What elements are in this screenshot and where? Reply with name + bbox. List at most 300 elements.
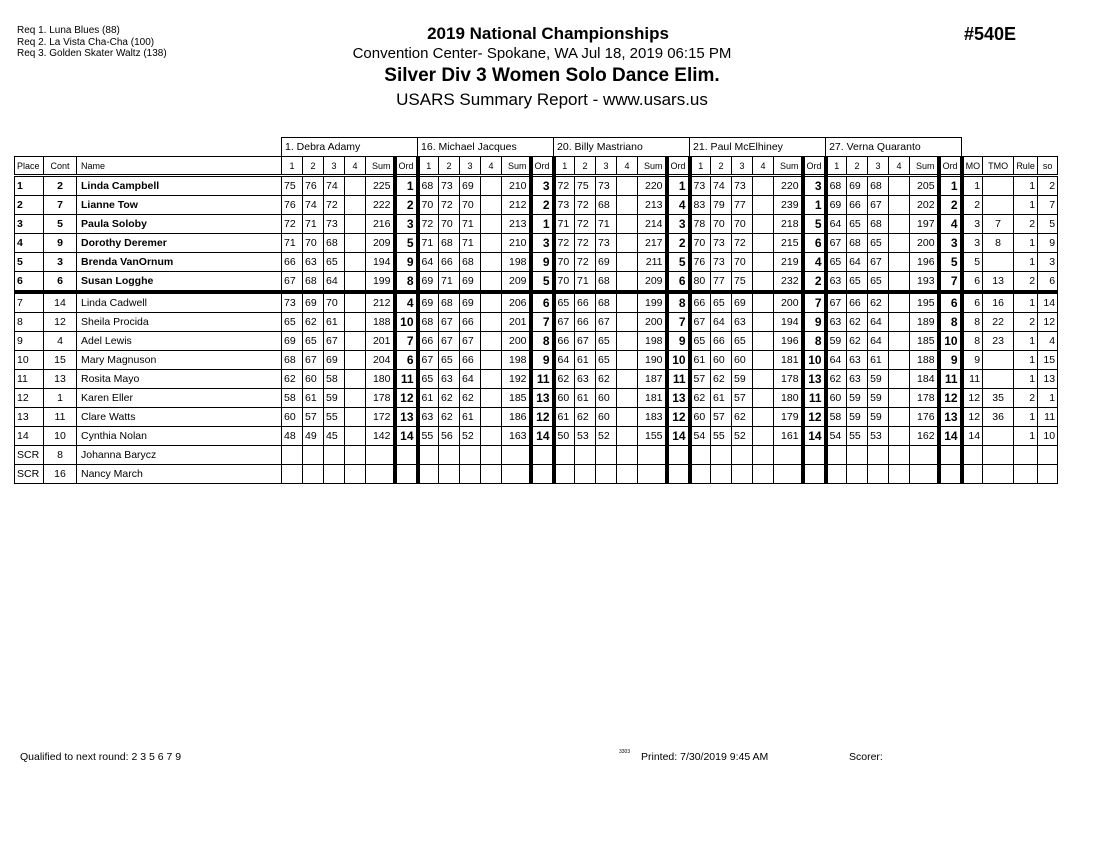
judge-ordinal-cell: 1 (667, 176, 690, 196)
judge-score-cell: 62 (711, 370, 732, 389)
judge-score-cell (889, 351, 910, 370)
judge-score-cell: 65 (596, 332, 617, 351)
judge-score-cell: 68 (324, 234, 345, 253)
judge-score-cell (753, 370, 774, 389)
judge-score-cell (596, 446, 617, 465)
judge-score-cell (732, 446, 753, 465)
column-header-mo: MO (962, 157, 983, 176)
judge-ordinal-cell: 10 (667, 351, 690, 370)
judge-ordinal-cell: 7 (939, 272, 962, 293)
place-cell: 2 (15, 196, 44, 215)
judge-score-cell (345, 389, 366, 408)
rule-cell: 1 (1014, 176, 1038, 196)
tmo-cell (983, 253, 1014, 272)
column-header-score: Sum (638, 157, 667, 176)
judge-score-cell: 64 (847, 253, 868, 272)
contestant-number-cell: 7 (44, 196, 77, 215)
judge-ordinal-cell (395, 446, 418, 465)
requirement-2: Req 2. La Vista Cha-Cha (100) (17, 36, 155, 48)
tmo-cell (983, 446, 1014, 465)
judge-score-cell: 66 (711, 332, 732, 351)
judge-sum-cell: 210 (502, 234, 531, 253)
judge-score-cell (753, 313, 774, 332)
skater-name-cell: Clare Watts (77, 408, 282, 427)
judge-score-cell: 49 (303, 427, 324, 446)
skater-name-cell: Sheila Procida (77, 313, 282, 332)
judge-score-cell: 65 (324, 253, 345, 272)
judge-sum-cell: 178 (774, 370, 803, 389)
tmo-cell: 7 (983, 215, 1014, 234)
tmo-cell (983, 370, 1014, 389)
judge-sum-cell: 181 (774, 351, 803, 370)
judge-sum-cell (774, 446, 803, 465)
judge-score-cell: 72 (575, 234, 596, 253)
judge-sum-cell: 202 (910, 196, 939, 215)
judge-ordinal-cell (803, 446, 826, 465)
judge-sum-cell: 181 (638, 389, 667, 408)
judge-sum-cell: 155 (638, 427, 667, 446)
judge-score-cell: 69 (847, 176, 868, 196)
judge-score-cell: 59 (826, 332, 847, 351)
tmo-cell: 23 (983, 332, 1014, 351)
judge-score-cell (481, 196, 502, 215)
contestant-number-cell: 16 (44, 465, 77, 484)
column-header-score: Sum (366, 157, 395, 176)
judge-score-cell: 65 (596, 351, 617, 370)
judge-score-cell: 58 (282, 389, 303, 408)
judge-score-cell (481, 427, 502, 446)
column-header-score: 3 (460, 157, 481, 176)
judge-score-cell (345, 253, 366, 272)
skater-name-cell: Adel Lewis (77, 332, 282, 351)
judge-score-cell: 71 (460, 234, 481, 253)
judge-sum-cell: 212 (366, 292, 395, 313)
judge-score-cell: 57 (732, 389, 753, 408)
column-header-place: Place (15, 157, 44, 176)
judge-score-cell: 66 (554, 332, 575, 351)
requirement-1: Req 1. Luna Blues (88) (17, 25, 120, 36)
judge-ordinal-cell: 14 (667, 427, 690, 446)
tmo-cell (983, 176, 1014, 196)
judge-score-cell: 60 (732, 351, 753, 370)
judge-score-cell (711, 446, 732, 465)
judge-score-cell: 72 (575, 215, 596, 234)
judge-score-cell: 66 (575, 292, 596, 313)
report-title: 2019 National Championships (427, 24, 669, 43)
judge-sum-cell: 183 (638, 408, 667, 427)
judge-score-cell: 71 (575, 272, 596, 293)
judge-score-cell: 66 (847, 196, 868, 215)
column-header-score: 1 (554, 157, 575, 176)
judge-sum-cell: 172 (366, 408, 395, 427)
place-cell: 12 (15, 389, 44, 408)
judge-ordinal-cell (667, 465, 690, 484)
judge-score-cell (753, 196, 774, 215)
place-cell: 6 (15, 272, 44, 293)
place-cell: SCR (15, 446, 44, 465)
judge-score-cell (617, 332, 638, 351)
column-header-score: Sum (910, 157, 939, 176)
contestant-number-cell: 1 (44, 389, 77, 408)
judge-ordinal-cell: 2 (395, 196, 418, 215)
judge-score-cell: 57 (690, 370, 711, 389)
judge-score-cell: 65 (847, 272, 868, 293)
judge-score-cell (481, 389, 502, 408)
judge-score-cell (481, 332, 502, 351)
judge-score-cell: 65 (418, 370, 439, 389)
judge-score-cell: 66 (460, 313, 481, 332)
judge-score-cell: 72 (575, 253, 596, 272)
judge-score-cell (575, 446, 596, 465)
judge-score-cell (481, 370, 502, 389)
rule-cell: 2 (1014, 215, 1038, 234)
judge-sum-cell: 185 (502, 389, 531, 408)
judge-score-cell: 55 (324, 408, 345, 427)
judge-score-cell (481, 446, 502, 465)
judge-score-cell: 52 (596, 427, 617, 446)
judge-score-cell: 77 (711, 272, 732, 293)
contestant-number-cell: 10 (44, 427, 77, 446)
judge-ordinal-cell (531, 465, 554, 484)
judge-score-cell: 62 (303, 313, 324, 332)
judge-sum-cell: 220 (638, 176, 667, 196)
judge-score-cell: 80 (690, 272, 711, 293)
judge-score-cell: 60 (826, 389, 847, 408)
column-header-tmo: TMO (983, 157, 1014, 176)
judge-ordinal-cell: 14 (803, 427, 826, 446)
judge-score-cell (617, 389, 638, 408)
judge-score-cell (282, 446, 303, 465)
judge-score-cell (617, 313, 638, 332)
contestant-number-cell: 11 (44, 408, 77, 427)
judge-score-cell: 65 (439, 351, 460, 370)
judge-ordinal-cell: 6 (939, 292, 962, 313)
judge-sum-cell: 200 (638, 313, 667, 332)
judge-ordinal-cell: 14 (939, 427, 962, 446)
judge-score-cell: 73 (596, 234, 617, 253)
column-header-score: 1 (826, 157, 847, 176)
judge-sum-cell: 186 (502, 408, 531, 427)
judge-ordinal-cell (531, 446, 554, 465)
judge-ordinal-cell: 13 (667, 389, 690, 408)
judge-sum-cell: 201 (366, 332, 395, 351)
judge-ordinal-cell: 1 (939, 176, 962, 196)
judge-score-cell: 65 (732, 332, 753, 351)
skater-name-cell: Rosita Mayo (77, 370, 282, 389)
tmo-cell (983, 465, 1014, 484)
judge-score-cell (889, 446, 910, 465)
judge-ordinal-cell: 1 (531, 215, 554, 234)
judge-ordinal-cell: 2 (803, 272, 826, 293)
tmo-cell: 35 (983, 389, 1014, 408)
judge-score-cell: 55 (711, 427, 732, 446)
judge-score-cell (868, 446, 889, 465)
judge-score-cell: 75 (282, 176, 303, 196)
judge-score-cell: 64 (826, 351, 847, 370)
judge-score-cell (345, 313, 366, 332)
judge-score-cell (481, 351, 502, 370)
column-header-score: 2 (847, 157, 868, 176)
rule-cell: 1 (1014, 196, 1038, 215)
judge-score-cell: 61 (575, 351, 596, 370)
judge-score-cell: 63 (732, 313, 753, 332)
judge-score-cell: 62 (460, 389, 481, 408)
judge-ordinal-cell: 3 (939, 234, 962, 253)
report-subtitle: USARS Summary Report - www.usars.us (396, 90, 708, 109)
judge-score-cell (575, 465, 596, 484)
judge-score-cell: 66 (418, 332, 439, 351)
judge-score-cell (345, 234, 366, 253)
skater-name-cell: Cynthia Nolan (77, 427, 282, 446)
mo-cell: 8 (962, 313, 983, 332)
judge-ordinal-cell: 5 (667, 253, 690, 272)
table-row (15, 408, 1058, 427)
judge-score-cell: 61 (460, 408, 481, 427)
judge-score-cell: 70 (303, 234, 324, 253)
judge-sum-cell (502, 465, 531, 484)
skater-name-cell: Nancy March (77, 465, 282, 484)
judge-score-cell: 72 (554, 176, 575, 196)
judge-ordinal-cell: 3 (531, 234, 554, 253)
judge-score-cell: 67 (303, 351, 324, 370)
judge-score-cell (439, 446, 460, 465)
place-cell: 7 (15, 292, 44, 313)
place-cell: 14 (15, 427, 44, 446)
judge-score-cell: 70 (711, 215, 732, 234)
judge-score-cell (345, 292, 366, 313)
judge-score-cell: 67 (418, 351, 439, 370)
judge-score-cell (617, 446, 638, 465)
judge-score-cell: 62 (282, 370, 303, 389)
judge-ordinal-cell (803, 465, 826, 484)
so-cell: 11 (1038, 408, 1058, 427)
column-header-score: 3 (868, 157, 889, 176)
judge-score-cell: 67 (554, 313, 575, 332)
tmo-cell: 22 (983, 313, 1014, 332)
judge-sum-cell: 194 (366, 253, 395, 272)
judge-score-cell: 73 (596, 176, 617, 196)
column-header-score: 4 (753, 157, 774, 176)
judge-sum-cell: 188 (910, 351, 939, 370)
judge-score-cell: 71 (282, 234, 303, 253)
mo-cell: 1 (962, 176, 983, 196)
judge-ordinal-cell: 10 (803, 351, 826, 370)
judge-ordinal-cell: 9 (667, 332, 690, 351)
judge-ordinal-cell: 6 (667, 272, 690, 293)
judge-sum-cell: 179 (774, 408, 803, 427)
judge-ordinal-cell: 9 (803, 313, 826, 332)
judge-score-cell (481, 176, 502, 196)
column-header-name: Name (77, 157, 282, 176)
judge-score-cell (617, 176, 638, 196)
judge-sum-cell: 220 (774, 176, 803, 196)
judge-sum-cell: 218 (774, 215, 803, 234)
judge-score-cell: 57 (711, 408, 732, 427)
rule-cell: 1 (1014, 253, 1038, 272)
column-header-rule: Rule (1014, 157, 1038, 176)
judge-score-cell: 62 (732, 408, 753, 427)
judge-ordinal-cell (939, 446, 962, 465)
judge-score-cell: 76 (690, 253, 711, 272)
judge-score-cell: 56 (439, 427, 460, 446)
judge-score-cell: 64 (460, 370, 481, 389)
judge-sum-cell: 239 (774, 196, 803, 215)
column-header-score: 2 (303, 157, 324, 176)
rule-cell: 2 (1014, 272, 1038, 293)
judge-score-cell: 63 (847, 370, 868, 389)
judge-score-cell: 70 (554, 253, 575, 272)
judge-score-cell: 70 (439, 215, 460, 234)
rule-cell (1014, 446, 1038, 465)
judge-score-cell: 67 (282, 272, 303, 293)
judge-sum-cell: 205 (910, 176, 939, 196)
judge-score-cell: 66 (847, 292, 868, 313)
judge-score-cell: 83 (690, 196, 711, 215)
skater-name-cell: Susan Logghe (77, 272, 282, 293)
judge-score-cell: 67 (460, 332, 481, 351)
judge-ordinal-cell: 2 (939, 196, 962, 215)
column-header-score: 3 (324, 157, 345, 176)
judge-score-cell (617, 427, 638, 446)
judge-score-cell: 71 (460, 215, 481, 234)
judge-score-cell: 63 (826, 313, 847, 332)
judge-sum-cell: 192 (502, 370, 531, 389)
judge-score-cell: 71 (439, 272, 460, 293)
judge-score-cell: 59 (847, 408, 868, 427)
judge-score-cell (345, 176, 366, 196)
table-row (15, 234, 1058, 253)
mo-cell: 5 (962, 253, 983, 272)
judge-sum-cell: 199 (366, 272, 395, 293)
table-row (15, 389, 1058, 408)
rule-cell (1014, 465, 1038, 484)
judge-score-cell: 67 (868, 253, 889, 272)
judge-score-cell: 53 (575, 427, 596, 446)
mo-cell: 3 (962, 215, 983, 234)
judge-ordinal-cell (939, 465, 962, 484)
judge-score-cell: 67 (575, 332, 596, 351)
judge-score-cell (826, 446, 847, 465)
judge-score-cell (753, 389, 774, 408)
contestant-number-cell: 5 (44, 215, 77, 234)
judge-sum-cell: 206 (502, 292, 531, 313)
judge-score-cell: 64 (868, 332, 889, 351)
judge-score-cell (753, 234, 774, 253)
judge-score-cell (345, 351, 366, 370)
judge-ordinal-cell: 7 (803, 292, 826, 313)
judge-sum-cell: 190 (638, 351, 667, 370)
judge-score-cell: 57 (303, 408, 324, 427)
judge-score-cell: 63 (303, 253, 324, 272)
judge-score-cell: 73 (711, 253, 732, 272)
judge-score-cell (889, 292, 910, 313)
judge-name: 20. Billy Mastriano (554, 138, 690, 157)
judge-score-cell: 67 (868, 196, 889, 215)
judge-score-cell: 73 (690, 176, 711, 196)
judge-sum-cell: 198 (502, 351, 531, 370)
rule-cell: 1 (1014, 427, 1038, 446)
judge-score-cell: 65 (826, 253, 847, 272)
mo-cell (962, 446, 983, 465)
skater-name-cell: Karen Eller (77, 389, 282, 408)
judge-score-cell: 59 (868, 370, 889, 389)
judge-score-cell (889, 215, 910, 234)
table-row (15, 292, 1058, 313)
judge-score-cell: 68 (596, 196, 617, 215)
judge-score-cell: 50 (554, 427, 575, 446)
qualified-list: Qualified to next round: 2 3 5 6 7 9 (20, 751, 182, 763)
judge-score-cell (690, 446, 711, 465)
judge-score-cell: 60 (282, 408, 303, 427)
mo-cell: 14 (962, 427, 983, 446)
column-header-score: 3 (596, 157, 617, 176)
judge-sum-cell: 161 (774, 427, 803, 446)
judge-score-cell (753, 176, 774, 196)
judge-score-cell: 60 (690, 408, 711, 427)
judge-ordinal-cell: 5 (803, 215, 826, 234)
judge-score-cell: 68 (303, 272, 324, 293)
place-cell: 10 (15, 351, 44, 370)
judge-score-cell (345, 332, 366, 351)
report-code: 3303 (619, 749, 631, 755)
judge-score-cell (753, 351, 774, 370)
column-header-score: 4 (481, 157, 502, 176)
judge-score-cell (889, 253, 910, 272)
judge-score-cell: 74 (303, 196, 324, 215)
judge-score-cell (481, 465, 502, 484)
blank-cell (15, 138, 282, 157)
judge-score-cell (324, 446, 345, 465)
table-row (15, 351, 1058, 370)
judge-score-cell: 64 (711, 313, 732, 332)
judge-score-cell: 70 (690, 234, 711, 253)
skater-name-cell: Paula Soloby (77, 215, 282, 234)
column-header-score: 1 (690, 157, 711, 176)
judge-score-cell: 65 (711, 292, 732, 313)
judge-score-cell: 66 (575, 313, 596, 332)
judge-ordinal-cell: 7 (531, 313, 554, 332)
judge-score-cell: 62 (439, 408, 460, 427)
judge-score-cell: 63 (575, 370, 596, 389)
judge-score-cell (282, 465, 303, 484)
judge-score-cell: 73 (732, 176, 753, 196)
judge-score-cell: 70 (418, 196, 439, 215)
judge-ordinal-cell: 1 (395, 176, 418, 196)
judge-score-cell (889, 389, 910, 408)
judge-score-cell: 52 (732, 427, 753, 446)
judge-sum-cell: 215 (774, 234, 803, 253)
place-cell: 9 (15, 332, 44, 351)
judge-sum-cell: 178 (366, 389, 395, 408)
judge-score-cell (554, 446, 575, 465)
judge-ordinal-cell: 8 (667, 292, 690, 313)
table-row (15, 313, 1058, 332)
judge-sum-cell (910, 465, 939, 484)
judge-score-cell: 59 (847, 389, 868, 408)
judge-score-cell (753, 292, 774, 313)
table-row (15, 215, 1058, 234)
judge-ordinal-cell: 3 (531, 176, 554, 196)
table-row (15, 427, 1058, 446)
judge-score-cell: 72 (282, 215, 303, 234)
judge-score-cell (481, 272, 502, 293)
judge-sum-cell: 194 (774, 313, 803, 332)
mo-cell: 12 (962, 389, 983, 408)
so-cell: 7 (1038, 196, 1058, 215)
column-header-score: 1 (418, 157, 439, 176)
table-row (15, 196, 1058, 215)
judge-score-cell: 61 (418, 389, 439, 408)
